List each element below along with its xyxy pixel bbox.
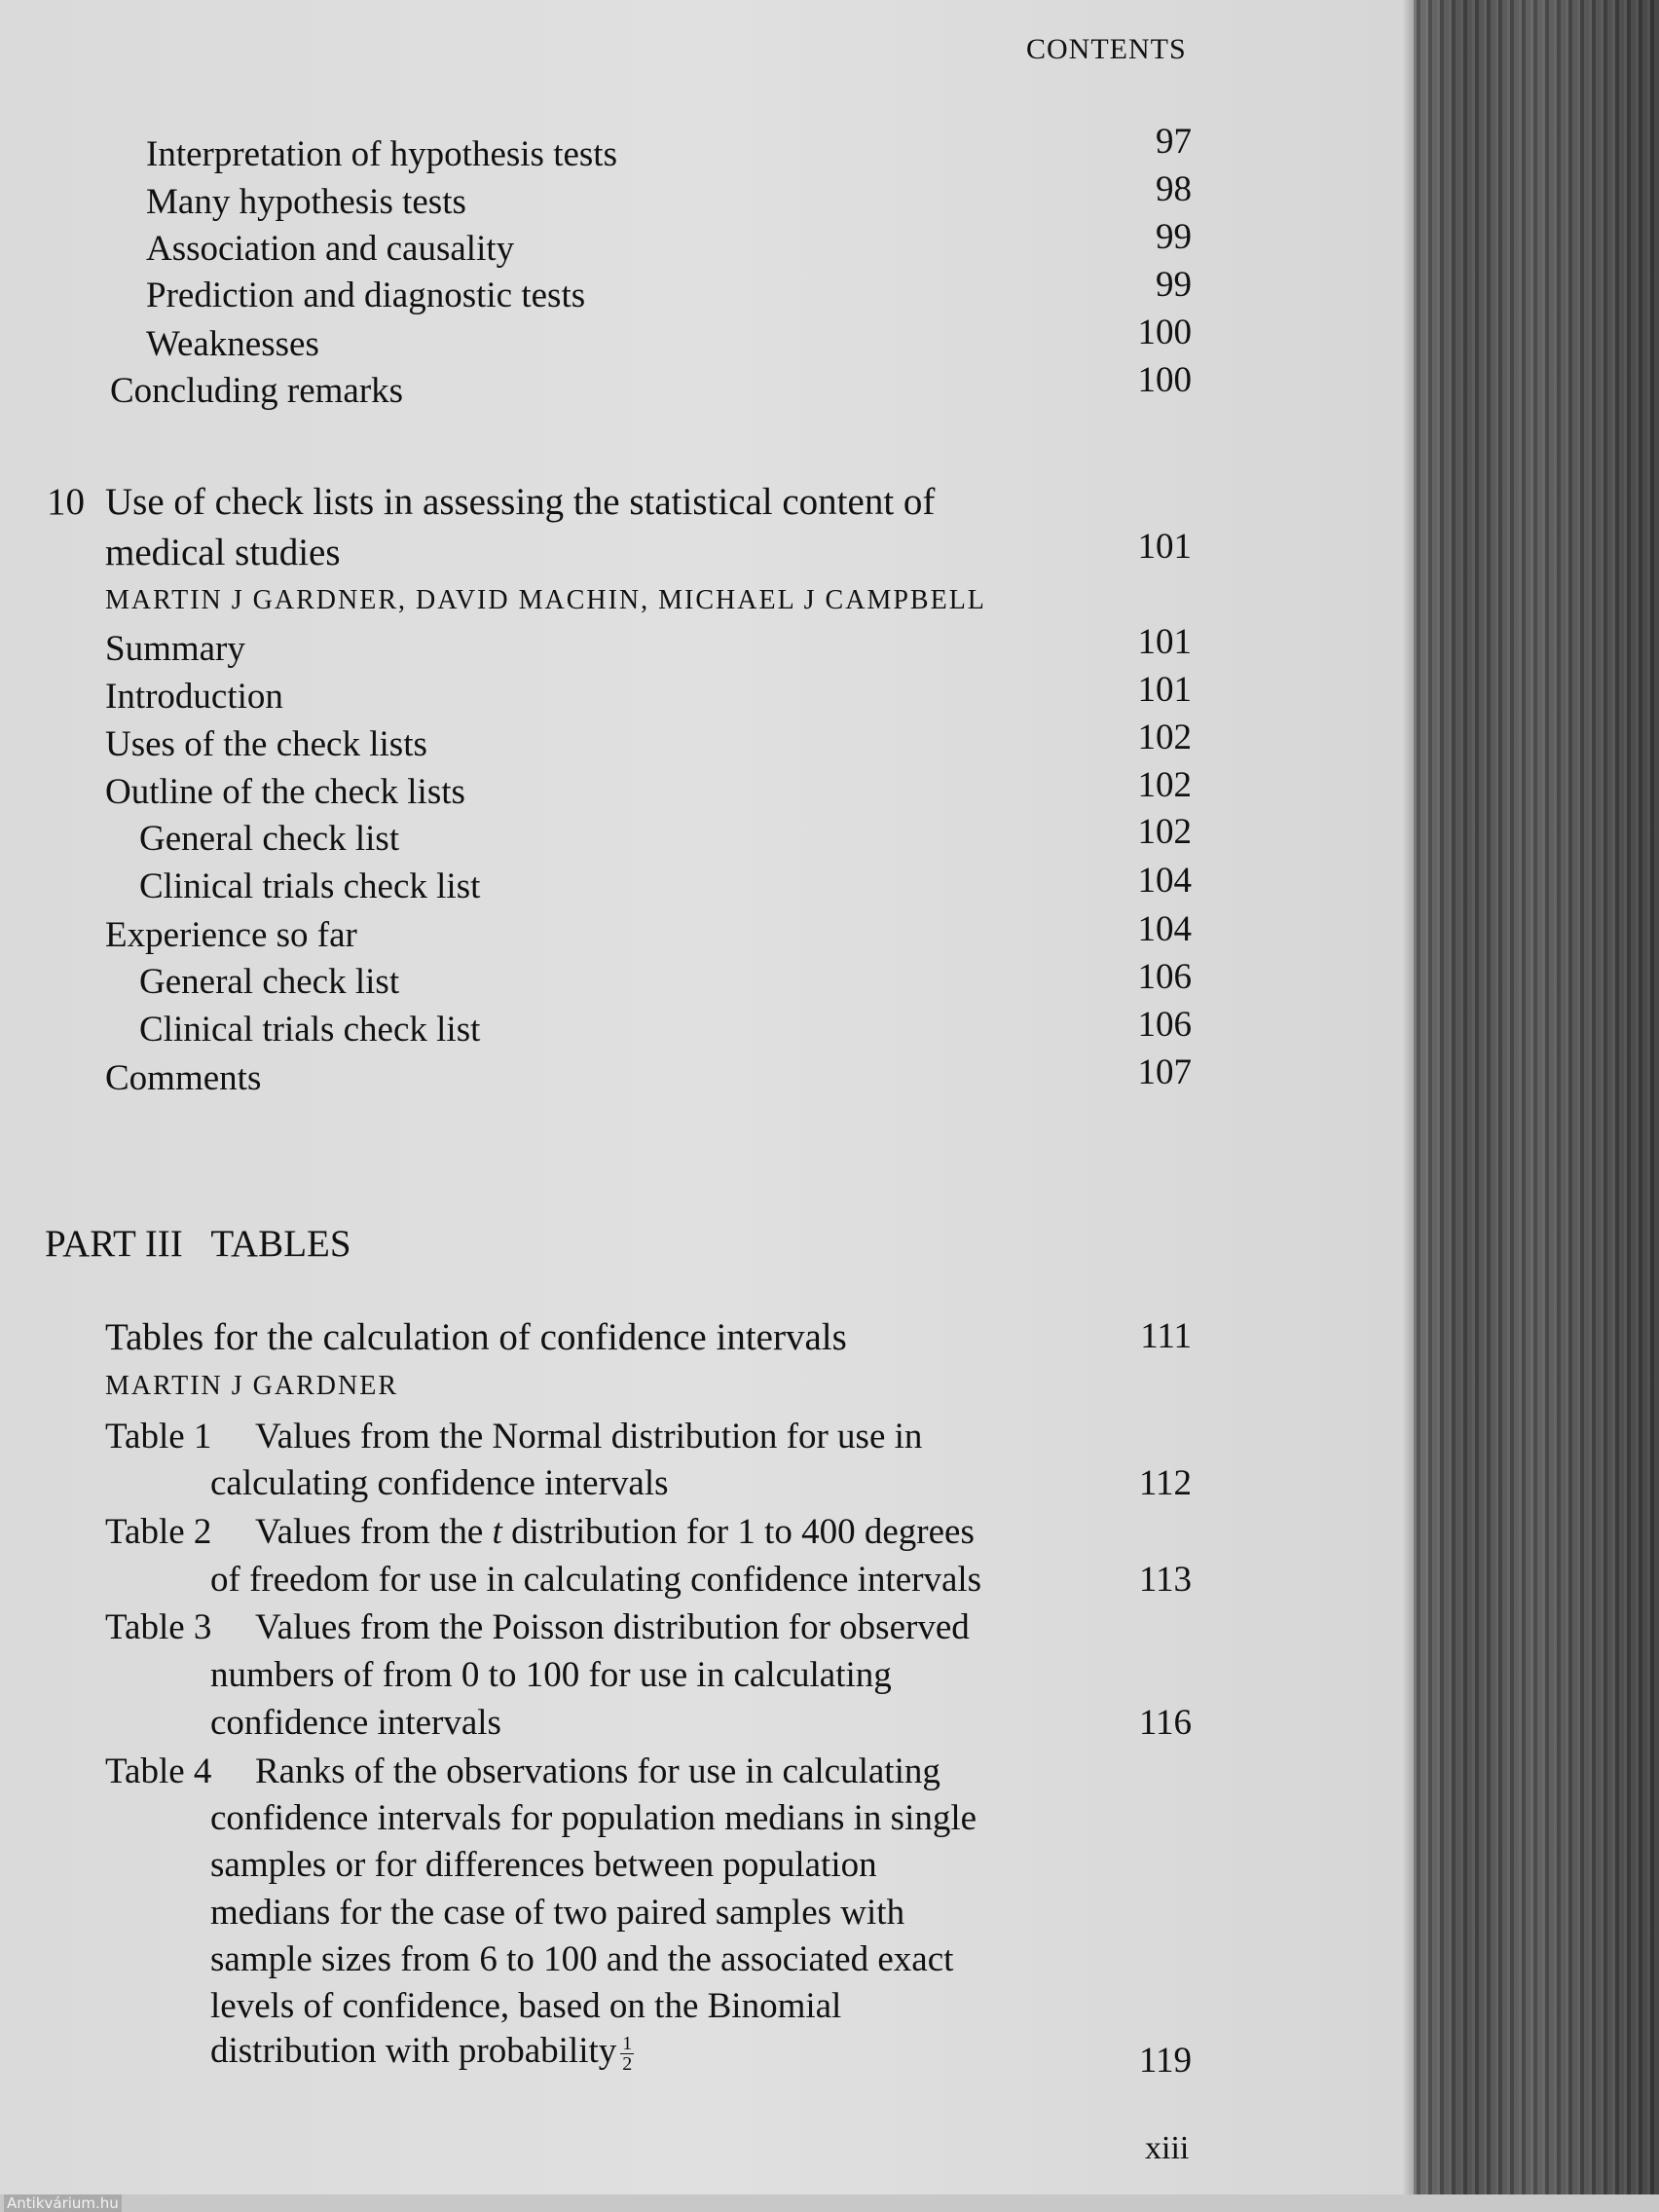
table-description-part: distribution for 1 to 400 degrees [511, 1512, 975, 1552]
table-label: Table 3 [105, 1607, 212, 1647]
toc-entry-label: Clinical trials check list [139, 866, 481, 906]
toc-entry-label: Many hypothesis tests [146, 182, 466, 222]
table-description: of freedom for use in calculating confidence intervals [210, 1560, 982, 1600]
table-description: calculating confidence intervals [210, 1463, 669, 1503]
toc-entry-label: Weaknesses [146, 324, 319, 364]
table-page: 119 [1138, 2041, 1192, 2081]
running-header: CONTENTS [1026, 33, 1187, 65]
toc-entry-label: Comments [105, 1058, 262, 1098]
toc-entry-page: 98 [1156, 169, 1192, 209]
toc-entry-label: General check list [139, 819, 400, 859]
table-description: medians for the case of two paired samples with [210, 1893, 905, 1933]
toc-entry-page: 100 [1137, 360, 1192, 400]
toc-entry-page: 99 [1156, 217, 1192, 257]
toc-entry-page: 104 [1137, 909, 1192, 949]
toc-entry-page: 104 [1137, 861, 1192, 901]
toc-entry-label: Outline of the check lists [105, 772, 465, 812]
fraction-one-half: $\frac{1}{2}$ [622, 2033, 633, 2076]
table-label: Table 1 [105, 1417, 212, 1456]
chapter-authors: MARTIN J GARDNER, DAVID MACHIN, MICHAEL J CAMPBELL [105, 585, 986, 615]
table-page: 113 [1138, 1560, 1192, 1600]
table-description: confidence intervals for population medians in single [210, 1798, 977, 1838]
toc-entry-page: 99 [1156, 265, 1192, 305]
toc-entry-page: 102 [1137, 718, 1192, 757]
part-heading: PART III TABLES [45, 1223, 351, 1265]
toc-entry-label: Interpretation of hypothesis tests [146, 134, 617, 174]
toc-entry-label: Prediction and diagnostic tests [146, 276, 586, 315]
section-page: 111 [1140, 1316, 1192, 1356]
toc-entry-page: 97 [1156, 122, 1192, 162]
toc-entry-page: 102 [1137, 765, 1192, 805]
table-description: levels of confidence, based on the Binomial [210, 1986, 842, 2026]
table-description: samples or for differences between population [210, 1845, 877, 1885]
table-page: 112 [1138, 1463, 1192, 1503]
table-description: Values from the Poisson distribution for observed [255, 1607, 970, 1647]
table-description [210, 2033, 634, 2074]
toc-entry-page: 102 [1137, 812, 1192, 852]
toc-entry-page: 101 [1137, 622, 1192, 662]
toc-entry-label: Summary [105, 629, 245, 669]
table-description: numbers of from 0 to 100 for use in calculating [210, 1655, 892, 1695]
chapter-title-continued: medical studies [105, 532, 341, 573]
toc-entry-label: Association and causality [146, 229, 515, 269]
table-description: sample sizes from 6 to 100 and the associated exact [210, 1939, 954, 1979]
table-label: Table 4 [105, 1751, 212, 1791]
table-page: 116 [1138, 1703, 1192, 1743]
chapter-number: 10 [47, 481, 85, 523]
chapter-title: Use of check lists in assessing the statistical content of [105, 481, 936, 523]
table-description: confidence intervals [210, 1703, 501, 1743]
toc-entry-label: Concluding remarks [110, 371, 404, 411]
t-symbol: t [492, 1512, 502, 1552]
toc-entry-page: 100 [1137, 313, 1192, 352]
toc-entry-page: 107 [1137, 1052, 1192, 1092]
toc-entry-page: 106 [1137, 1005, 1192, 1045]
table-description-part: distribution with probability [210, 2031, 617, 2071]
table-description-part: Values from the [255, 1512, 484, 1552]
table-description: Ranks of the observations for use in calculating [255, 1751, 940, 1791]
toc-entry-label: General check list [139, 962, 400, 1002]
footer-strip [0, 2194, 1659, 2212]
toc-entry-label: Introduction [105, 677, 283, 717]
toc-entry-label: Experience so far [105, 915, 357, 955]
toc-entry-label: Uses of the check lists [105, 724, 427, 764]
table-description [255, 1514, 975, 1550]
table-label: Table 2 [105, 1512, 212, 1552]
toc-entry-page: 106 [1137, 957, 1192, 997]
chapter-page: 101 [1137, 527, 1192, 567]
toc-entry-page: 101 [1137, 670, 1192, 710]
table-description: Values from the Normal distribution for use in [255, 1417, 923, 1456]
book-spine-background [1414, 0, 1659, 2212]
section-author: MARTIN J GARDNER [105, 1371, 398, 1401]
section-title: Tables for the calculation of confidence intervals [105, 1316, 847, 1358]
page-number: xiii [1145, 2130, 1190, 2166]
toc-entry-label: Clinical trials check list [139, 1010, 481, 1050]
watermark: Antikvárium.hu [4, 2194, 122, 2212]
